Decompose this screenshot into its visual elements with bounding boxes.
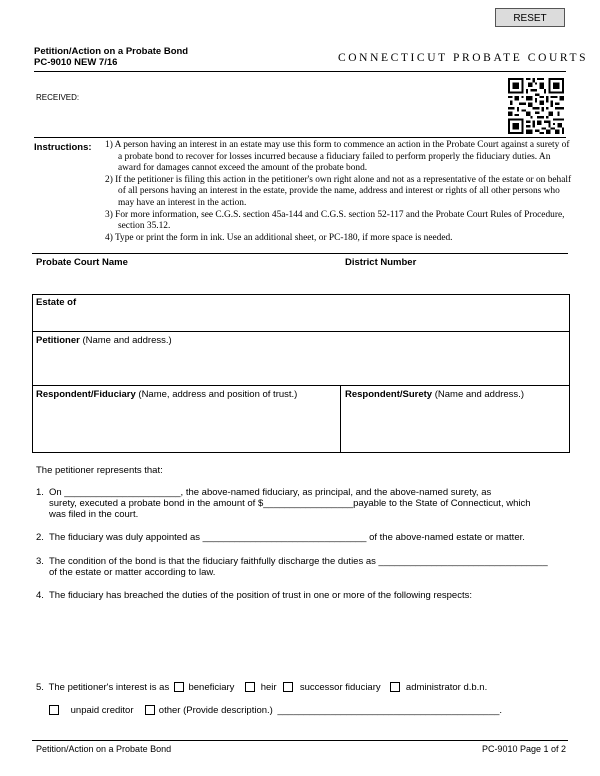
intro-text: The petitioner represents that:: [36, 465, 163, 476]
probate-court-name-label: Probate Court Name: [36, 257, 128, 268]
item5-lead: The petitioner's interest is as: [48, 682, 170, 693]
probate-court-name-field[interactable]: [36, 268, 336, 292]
item2-text: The fiduciary was duly appointed as _______________________________ of the above-named estate or matter.: [49, 532, 525, 543]
other-label: other (Provide description.): [158, 705, 273, 716]
header-divider: [34, 71, 566, 72]
petitioner-box[interactable]: [32, 331, 570, 386]
instruction-item: 2) If the petitioner is filing this action in the petitioner's own right alone and not as a representative of the estate or on behalf of all persons having an interest in the estate, provide the name, address and interest or rights of all other persons who may have an interest in the action.: [105, 174, 572, 208]
item1-line-c: was filed in the court.: [49, 509, 139, 520]
item5-row-2: [49, 705, 502, 716]
court-name: CONNECTICUT PROBATE COURTS: [338, 52, 589, 64]
petitioner-label: Petitioner (Name and address.): [36, 335, 172, 346]
instructions-divider: [34, 137, 566, 138]
item-number: 4.: [36, 590, 44, 601]
form-number: PC-9010 NEW 7/16: [34, 57, 118, 68]
item3-line-a: The condition of the bond is that the fiduciary faithfully discharge the duties as ________________________________: [49, 556, 548, 567]
estate-of-label: Estate of: [36, 297, 77, 308]
item4-text: The fiduciary has breached the duties of the position of trust in one or more of the following respects:: [49, 590, 472, 601]
successor-fiduciary-checkbox[interactable]: [283, 682, 293, 692]
court-row-top-line: [32, 253, 568, 254]
administrator-dbn-checkbox[interactable]: [390, 682, 400, 692]
item3-line-b: of the estate or matter according to law.: [49, 567, 216, 578]
received-label: RECEIVED:: [36, 93, 80, 102]
item-number: 2.: [36, 532, 44, 543]
district-number-field[interactable]: [345, 268, 565, 292]
item1-line-b: surety, executed a probate bond in the amount of $_________________payable to the State of Connecticut, which: [49, 498, 531, 509]
unpaid-creditor-checkbox[interactable]: [49, 705, 59, 715]
item5-row: [36, 682, 487, 693]
breach-description-field[interactable]: [49, 604, 565, 674]
respondent-fiduciary-label: Respondent/Fiduciary (Name, address and position of trust.): [36, 389, 298, 400]
beneficiary-checkbox[interactable]: [174, 682, 184, 692]
qr-code-icon: [508, 78, 564, 134]
item-number: 3.: [36, 556, 44, 567]
item1-line-a: On ______________________, the above-named fiduciary, as principal, and the above-named surety, as: [49, 487, 492, 498]
respondent-fiduciary-box[interactable]: [32, 385, 341, 453]
unpaid-creditor-label: unpaid creditor: [70, 705, 134, 716]
administrator-dbn-label: administrator d.b.n.: [405, 682, 488, 693]
other-checkbox[interactable]: [145, 705, 155, 715]
respondent-surety-box[interactable]: [340, 385, 570, 453]
heir-label: heir: [260, 682, 277, 693]
reset-button[interactable]: RESET: [495, 8, 565, 27]
instruction-item: 3) For more information, see C.G.S. section 45a-144 and C.G.S. section 52-117 and the Probate Court Rules of Procedure, section 35.12.: [105, 209, 565, 232]
beneficiary-label: beneficiary: [188, 682, 235, 693]
instructions-list: [105, 140, 575, 244]
instruction-item: 4) Type or print the form in ink. Use an additional sheet, or PC-180, if more space is needed.: [105, 232, 453, 243]
footer-divider: [32, 740, 568, 741]
item-number: 5.: [36, 682, 44, 693]
footer-page-number: PC-9010 Page 1 of 2: [481, 744, 566, 754]
form-title: Petition/Action on a Probate Bond: [34, 46, 189, 57]
instruction-item: 1) A person having an interest in an estate may use this form to commence an action in the Probate Court against a surety of a probate bond to recover for losses incurred because a fiduciary failed to perform properly the fiduciary duties. An award for damages cannot exceed the amount of the probate bond.: [105, 140, 570, 174]
successor-fiduciary-label: successor fiduciary: [299, 682, 381, 693]
district-number-label: District Number: [345, 257, 417, 268]
estate-of-box[interactable]: [32, 294, 570, 332]
instructions-label: Instructions:: [34, 142, 92, 153]
heir-checkbox[interactable]: [245, 682, 255, 692]
item-number: 1.: [36, 487, 44, 498]
respondent-surety-label: Respondent/Surety (Name and address.): [345, 389, 524, 400]
other-description-field[interactable]: __________________________________________.: [277, 705, 503, 716]
footer-form-title: Petition/Action on a Probate Bond: [36, 744, 172, 754]
